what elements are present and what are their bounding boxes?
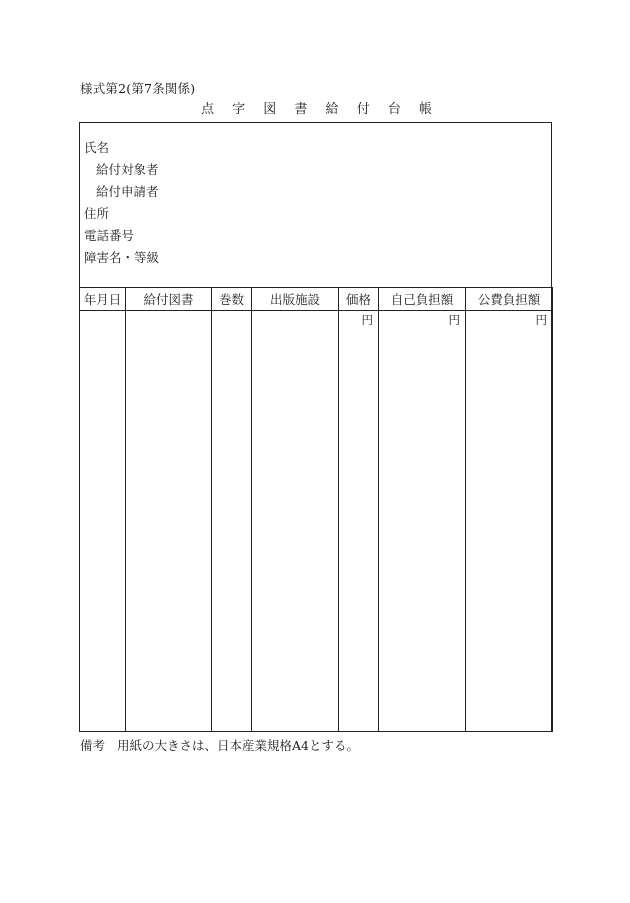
- remark-label: 備考: [80, 738, 106, 753]
- name-label: 氏名: [84, 140, 110, 155]
- header-book: 給付図書: [126, 288, 212, 311]
- header-self-pay: 自己負担額: [379, 288, 466, 311]
- remark-note: [80, 736, 359, 754]
- applicant-label: 給付申請者: [96, 184, 159, 199]
- cell-public-pay-yen: 円: [466, 311, 553, 732]
- recipient-label: 給付対象者: [96, 162, 159, 177]
- table-header-row: [80, 288, 553, 311]
- cell-publisher: [252, 311, 339, 732]
- header-publisher: 出版施設: [252, 288, 339, 311]
- cell-price-yen: 円: [339, 311, 379, 732]
- form-number-label: 様式第2(第7条関係): [80, 81, 196, 96]
- header-date: 年月日: [80, 288, 126, 311]
- form-title: 点 字 図 書 給 付 台 帳: [201, 102, 439, 117]
- phone-label: 電話番号: [84, 228, 135, 243]
- ledger-table: [79, 287, 553, 732]
- table-body-row: [80, 311, 553, 732]
- disability-label: 障害名・等級: [84, 250, 160, 265]
- applicant-info-section: [84, 137, 159, 269]
- cell-book: [126, 311, 212, 732]
- address-label: 住所: [84, 206, 110, 221]
- cell-self-pay-yen: 円: [379, 311, 466, 732]
- cell-volumes: [212, 311, 252, 732]
- cell-date: [80, 311, 126, 732]
- header-public-pay: 公費負担額: [466, 288, 553, 311]
- header-volumes: 巻数: [212, 288, 252, 311]
- remark-text: 用紙の大きさは、日本産業規格A4とする。: [117, 738, 359, 753]
- header-price: 価格: [339, 288, 379, 311]
